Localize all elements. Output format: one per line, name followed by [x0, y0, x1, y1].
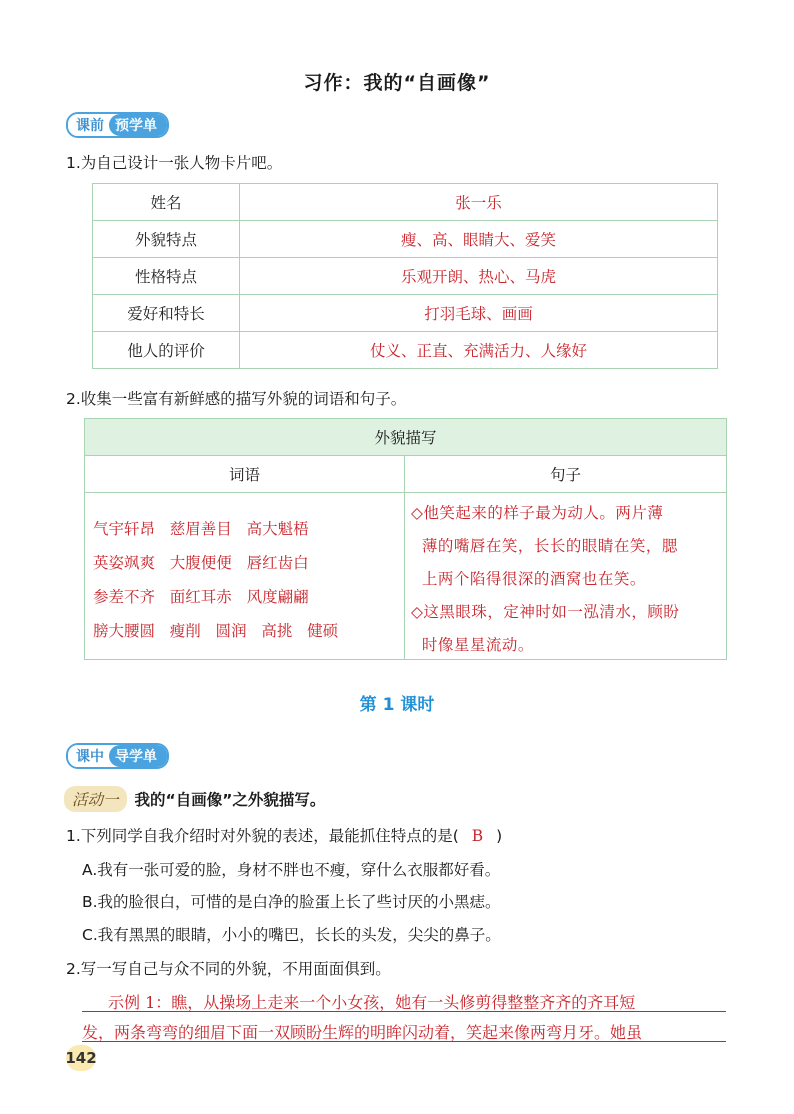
col-words-label: 词语	[85, 456, 405, 492]
card-key: 他人的评价	[93, 332, 240, 369]
activity-heading	[64, 786, 325, 812]
activity-text: 我的“自画像”之外貌描写。	[134, 791, 326, 809]
appearance-table-header: 外貌描写	[85, 419, 726, 456]
lesson-title: 第 1 课时	[359, 695, 435, 715]
card-key: 外貌特点	[93, 221, 240, 258]
card-row	[93, 295, 718, 332]
sentence-line: 薄的嘴唇在笑，长长的眼睛在笑，腮	[411, 537, 678, 555]
answer-line	[82, 1020, 726, 1043]
mc-option-a: A.我有一张可爱的脸，身材不胖也不瘦，穿什么衣服都好看。	[82, 861, 501, 879]
col-sentences-label: 句子	[549, 466, 581, 484]
answer-underline	[82, 1011, 726, 1012]
sentence-line: ◇这黑眼珠，定神时如一泓清水，顾盼	[411, 603, 680, 621]
mc-option-b: B.我的脸很白，可惜的是白净的脸蛋上长了些讨厌的小黑痣。	[82, 893, 501, 911]
mc-answer: B	[471, 827, 484, 845]
activity-tag: 活动一	[64, 786, 127, 812]
question-1: 1.为自己设计一张人物卡片吧。	[66, 154, 283, 172]
mc-close-paren: )	[496, 827, 503, 845]
word-row: 气宇轩昂 慈眉善目 高大魁梧	[93, 520, 309, 538]
card-row	[93, 332, 718, 369]
badge-right-label: 导学单	[109, 745, 167, 767]
word-row: 膀大腰圆 瘦削 圆润 高挑 健硕	[93, 622, 339, 640]
badge-left-label: 课中	[68, 745, 109, 767]
mc-option-c: C.我有黑黑的眼睛，小小的嘴巴，长长的头发，尖尖的鼻子。	[82, 926, 501, 944]
card-value: 瘦、高、眼睛大、爱笑	[240, 221, 718, 258]
card-key: 爱好和特长	[93, 295, 240, 332]
card-key: 性格特点	[93, 258, 240, 295]
answer-underline	[82, 1041, 726, 1042]
card-row	[93, 258, 718, 295]
card-key: 姓名	[93, 184, 240, 221]
mc-question	[66, 824, 502, 846]
answer-line-text: 示例 1：瞧，从操场上走来一个小女孩，她有一头修剪得整整齐齐的齐耳短	[108, 993, 636, 1012]
sentence-line: 时像星星流动。	[411, 636, 534, 654]
answer-line	[108, 990, 726, 1013]
appearance-table	[84, 418, 727, 660]
sentence-line: ◇他笑起来的样子最为动人。两片薄	[411, 504, 664, 522]
badge-left-label: 课前	[68, 114, 109, 136]
card-value: 张一乐	[240, 184, 718, 221]
sentences-cell	[405, 493, 726, 659]
words-cell	[85, 493, 405, 659]
card-row	[93, 221, 718, 258]
appearance-table-subheader	[85, 456, 726, 493]
question-2: 2.收集一些富有新鲜感的描写外貌的词语和句子。	[66, 390, 407, 408]
person-card-table	[92, 183, 718, 369]
word-row: 参差不齐 面红耳赤 风度翩翩	[93, 588, 309, 606]
card-value: 打羽毛球、画画	[240, 295, 718, 332]
badge-right-label: 预学单	[109, 114, 167, 136]
writing-question: 2.写一写自己与众不同的外貌，不用面面俱到。	[66, 960, 391, 978]
in-class-badge	[66, 743, 169, 769]
appearance-table-body	[85, 493, 726, 659]
sentence-line: 上两个陷得很深的酒窝也在笑。	[411, 570, 646, 588]
word-row: 英姿飒爽 大腹便便 唇红齿白	[93, 554, 309, 572]
answer-line-text: 发，两条弯弯的细眉下面一双顾盼生辉的明眸闪动着，笑起来像两弯月牙。她虽	[82, 1023, 643, 1042]
mc-question-text: 1.下列同学自我介绍时对外貌的表述，最能抓住特点的是(	[66, 827, 459, 845]
card-row	[93, 184, 718, 221]
page-number: 142	[66, 1045, 96, 1071]
page-title: 习作：我的“自画像”	[303, 72, 491, 94]
card-value: 仗义、正直、充满活力、人缘好	[240, 332, 718, 369]
pre-study-badge	[66, 112, 169, 138]
card-value: 乐观开朗、热心、马虎	[240, 258, 718, 295]
